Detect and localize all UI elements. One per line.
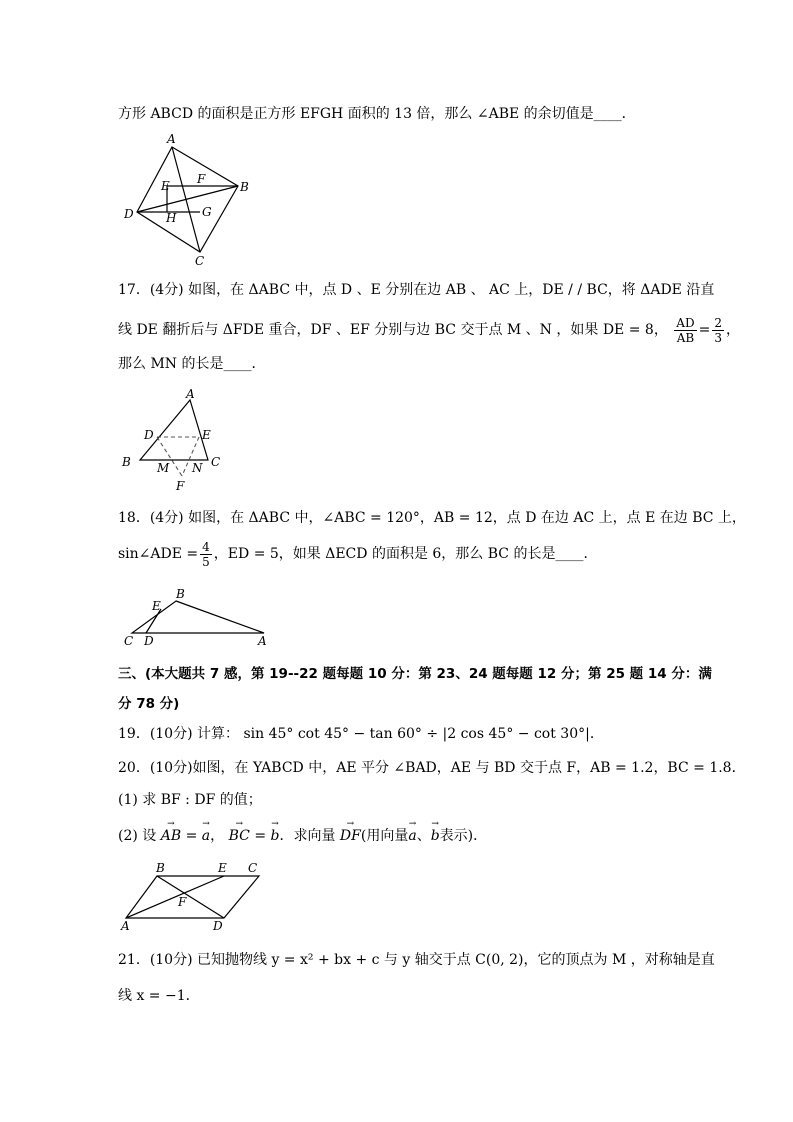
q17-label-d: D — [144, 428, 154, 442]
q20-label-c: C — [248, 861, 258, 875]
q20-part1: (1) 求 BF : DF 的值； — [118, 792, 262, 808]
q18-line2-pre: sin∠ADE = — [118, 546, 199, 562]
q17-ratio-den: AB — [676, 330, 695, 345]
q19-text: 19．(10分) 计算： sin 45° cot 45° − tan 60° ÷ |2 cos 45° − cot 30°|． — [118, 726, 604, 742]
q20-vector-df: → DF — [339, 819, 361, 844]
q20-label-e: E — [218, 861, 227, 875]
q17-value-den: 3 — [714, 330, 722, 345]
q17-ratio-num: AD — [676, 315, 695, 330]
q20-vector-b2: → b — [430, 819, 440, 844]
q18-label-d: D — [144, 634, 154, 648]
q20-label-a: A — [121, 919, 130, 933]
q20-label-d: D — [213, 919, 223, 933]
q20-vector-bc: → BC — [228, 819, 250, 844]
q17-label-e: E — [202, 428, 211, 442]
q16-text: 方形 ABCD 的面积是正方形 EFGH 面积的 13 倍，那么 ∠ABE 的余切值是____． — [118, 106, 636, 122]
q20-eq2: = — [254, 828, 267, 844]
q17-label-f: F — [176, 479, 185, 493]
q16-label-e: E — [161, 179, 170, 193]
section3-heading-line1: 三、(本大题共 7 感，第 19--22 题每题 10 分：第 23、24 题每题 12 分；第 25 题 14 分：满 — [118, 666, 712, 682]
q17-label-n: N — [192, 461, 203, 475]
q17-ratio-eq: = — [698, 322, 711, 338]
q18-line2-post: ，ED = 5，如果 ΔECD 的面积是 6，那么 BC 的长是____． — [213, 546, 598, 562]
q18-label-a: A — [258, 634, 267, 648]
q17-label-c: C — [211, 455, 221, 469]
q20-dun: 、 — [416, 828, 431, 844]
q21-line2: 线 x = −1． — [118, 988, 200, 1004]
q20-vector-ab: → AB — [160, 819, 182, 844]
q20-vector-a2: → a — [408, 819, 417, 844]
q20-vector-b: → b — [270, 819, 280, 844]
q18-sin-num: 4 — [202, 539, 210, 554]
q20-part2-b: ．求向量 — [279, 828, 336, 844]
q20-part2-a: (2) 设 — [118, 828, 157, 844]
q16-label-h: H — [166, 211, 177, 225]
q18-label-e: E — [152, 599, 161, 613]
q20-part2-c: (用向量 — [360, 828, 409, 844]
q20-eq1: = — [185, 828, 198, 844]
q18-line1: 18．(4分) 如图，在 ΔABC 中，∠ABC = 120°，AB = 12，点 D 在边 AC 上，点 E 在边 BC 上， — [118, 510, 746, 526]
q20-line1: 20．(10分)如图，在 YABCD 中，AE 平分 ∠BAD，AE 与 BD 交于点 F，AB = 1.2，BC = 1.8． — [118, 760, 746, 776]
q20-label-f: F — [178, 895, 187, 909]
q18-label-c: C — [124, 634, 134, 648]
q20-label-b: B — [156, 861, 165, 875]
q17-label-a: A — [186, 387, 195, 401]
q16-label-f: F — [197, 172, 206, 186]
q16-label-g: G — [202, 205, 212, 219]
q17-line3: 那么 MN 的长是____． — [118, 356, 266, 372]
q17-label-b: B — [122, 455, 131, 469]
q17-line1: 17．(4分) 如图，在 ΔABC 中，点 D 、E 分别在边 AB 、 AC 上，DE / / BC，将 ΔADE 沿直 — [118, 282, 715, 298]
q17-line2-post: ， — [725, 322, 740, 338]
section3-heading-line2: 分 78 分) — [118, 696, 180, 712]
q18-sin-den: 5 — [202, 554, 210, 569]
q20-vector-a: → a — [201, 819, 211, 844]
q17-value-num: 2 — [714, 315, 722, 330]
q20-part2-d: 表示)． — [439, 828, 488, 844]
q16-label-b: B — [240, 180, 249, 194]
q20-sep: ， — [210, 828, 225, 844]
q16-label-a: A — [167, 132, 176, 146]
q18-label-b: B — [176, 587, 185, 601]
q21-line1: 21．(10分) 已知抛物线 y = x² + bx + c 与 y 轴交于点 C(0, 2)，它的顶点为 M ，对称轴是直 — [118, 952, 715, 968]
q16-label-c: C — [195, 254, 205, 268]
q17-line2-pre: 线 DE 翻折后与 ΔFDE 重合，DF 、EF 分别与边 BC 交于点 M 、N ，如果 DE = 8， — [118, 322, 668, 338]
q16-label-d: D — [124, 207, 134, 221]
q17-label-m: M — [157, 461, 170, 475]
